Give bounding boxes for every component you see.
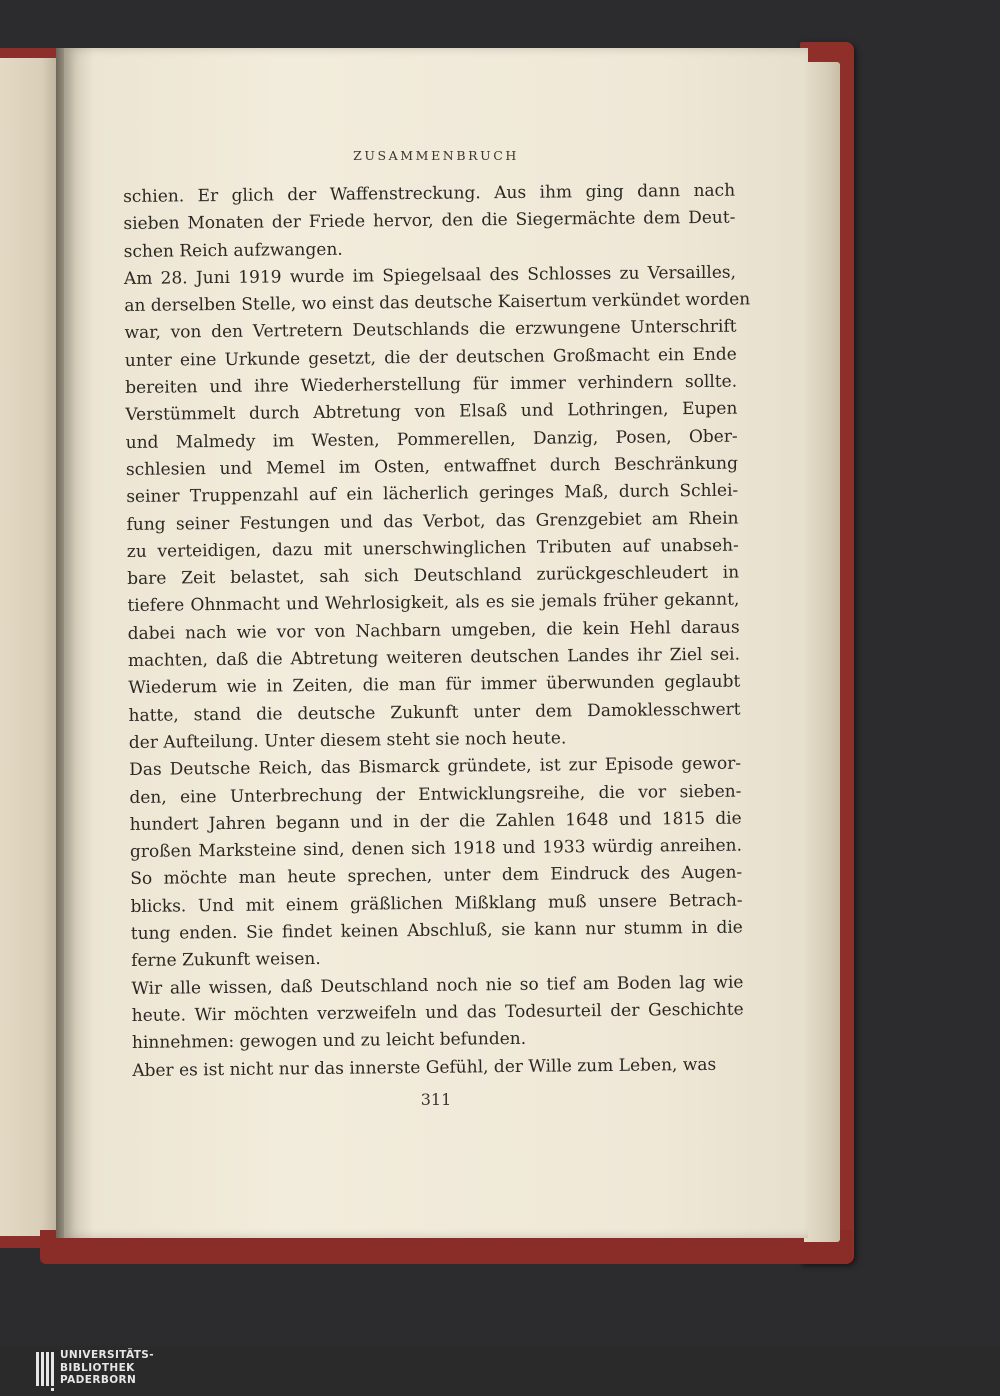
text-line: machten, daß die Abtretung weiteren deutschen Landes ihr Ziel sei. [127,644,741,672]
text-line: Verstümmelt durch Abtretung von Elsaß und Lothringen, Eupen [125,398,738,426]
text-line: blicks. Und mit einem gräßlichen Mißklang muß unsere Betrach- [130,890,743,917]
text-line: Am 28. Juni 1919 wurde im Spiegelsaal des Schlosses zu Versailles, [123,262,737,289]
text-line: hinnehmen: gewogen und zu leicht befunden. [131,1029,527,1054]
text-line: bereiten und ihre Wiederherstellung für immer verhindern sollte. [125,371,738,399]
text-line: bare Zeit belastet, sah sich Deutschland zurückgeschleudert in [127,562,740,590]
library-name-line-3: PADERBORN [60,1374,137,1386]
facing-left-page [0,58,60,1236]
text-line: dabei nach wie vor von Nachbarn umgeben, die kein Hehl daraus [127,617,740,644]
text-line: hatte, stand die deutsche Zukunft unter dem Damoklesschwert [128,699,741,726]
book-page [64,48,808,1238]
text-line: war, von den Vertretern Deutschlands die erzwungene Unterschrift [124,317,737,344]
page-number: 311 [420,1090,452,1109]
running-head: ZUSAMMENBRUCH [353,148,519,163]
text-line: schlesien und Memel im Osten, entwaffnet durch Beschränkung [125,453,739,480]
library-name-line-1: UNIVERSITÄTS- [60,1349,155,1361]
library-name [60,1349,154,1387]
text-line: Wiederum wie in Zeiten, die man für immer überwunden geglaubt [128,671,741,699]
page-edges [804,62,840,1242]
text-line: heute. Wir möchten verzweifeln und das Todesurteil der Geschichte [131,999,744,1026]
text-line: ferne Zukunft weisen. [131,949,321,972]
text-line: schen Reich aufzwangen. [123,239,343,262]
body-text [123,178,751,1085]
text-line: großen Marksteine sind, denen sich 1918 und 1933 würdig anreihen. [129,835,743,863]
text-line: seiner Truppenzahl auf ein lächerlich geringes Maß, durch Schlei- [126,480,739,508]
text-line: der Aufteilung. Unter diesem steht sie noch heute. [128,728,567,753]
text-line: Aber es ist nicht nur das innerste Gefühl, der Wille zum Leben, was [132,1054,717,1081]
library-logo-icon [36,1350,54,1392]
library-name-line-2: BIBLIOTHEK [60,1361,135,1374]
text-line: hundert Jahren begann und in der die Zahlen 1648 und 1815 die [129,808,742,835]
text-line: tung enden. Sie findet keinen Abschluß, sie kann nur stumm in die [130,917,743,944]
text-line: unter eine Urkunde gesetzt, die der deutschen Großmacht ein Ende [124,344,737,371]
text-line: sieben Monaten der Friede hervor, den die Siegermächte dem Deut- [123,207,736,235]
text-line: Das Deutsche Reich, das Bismarck gründete, ist zur Episode gewor- [129,753,742,781]
text-line: an derselben Stelle, wo einst das deutsche Kaisertum verkündet worden [124,289,751,317]
text-line: und Malmedy im Westen, Pommerellen, Danzig, Posen, Ober- [125,426,738,453]
text-line: schien. Er glich der Waffenstreckung. Aus ihm ging dann nach [123,180,736,207]
text-line: tiefere Ohnmacht und Wehrlosigkeit, als es sie jemals früher gekannt, [127,590,740,617]
text-line: fung seiner Festungen und das Verbot, das Grenzgebiet am Rhein [126,508,739,535]
text-line: zu verteidigen, dazu mit unerschwinglichen Tributen auf unabseh- [126,535,739,562]
text-line: den, eine Unterbrechung der Entwicklungsreihe, die vor sieben- [129,781,742,808]
text-line: Wir alle wissen, daß Deutschland noch nie so tief am Boden lag wie [131,972,744,999]
text-line: So möchte man heute sprechen, unter dem Eindruck des Augen- [130,862,743,890]
